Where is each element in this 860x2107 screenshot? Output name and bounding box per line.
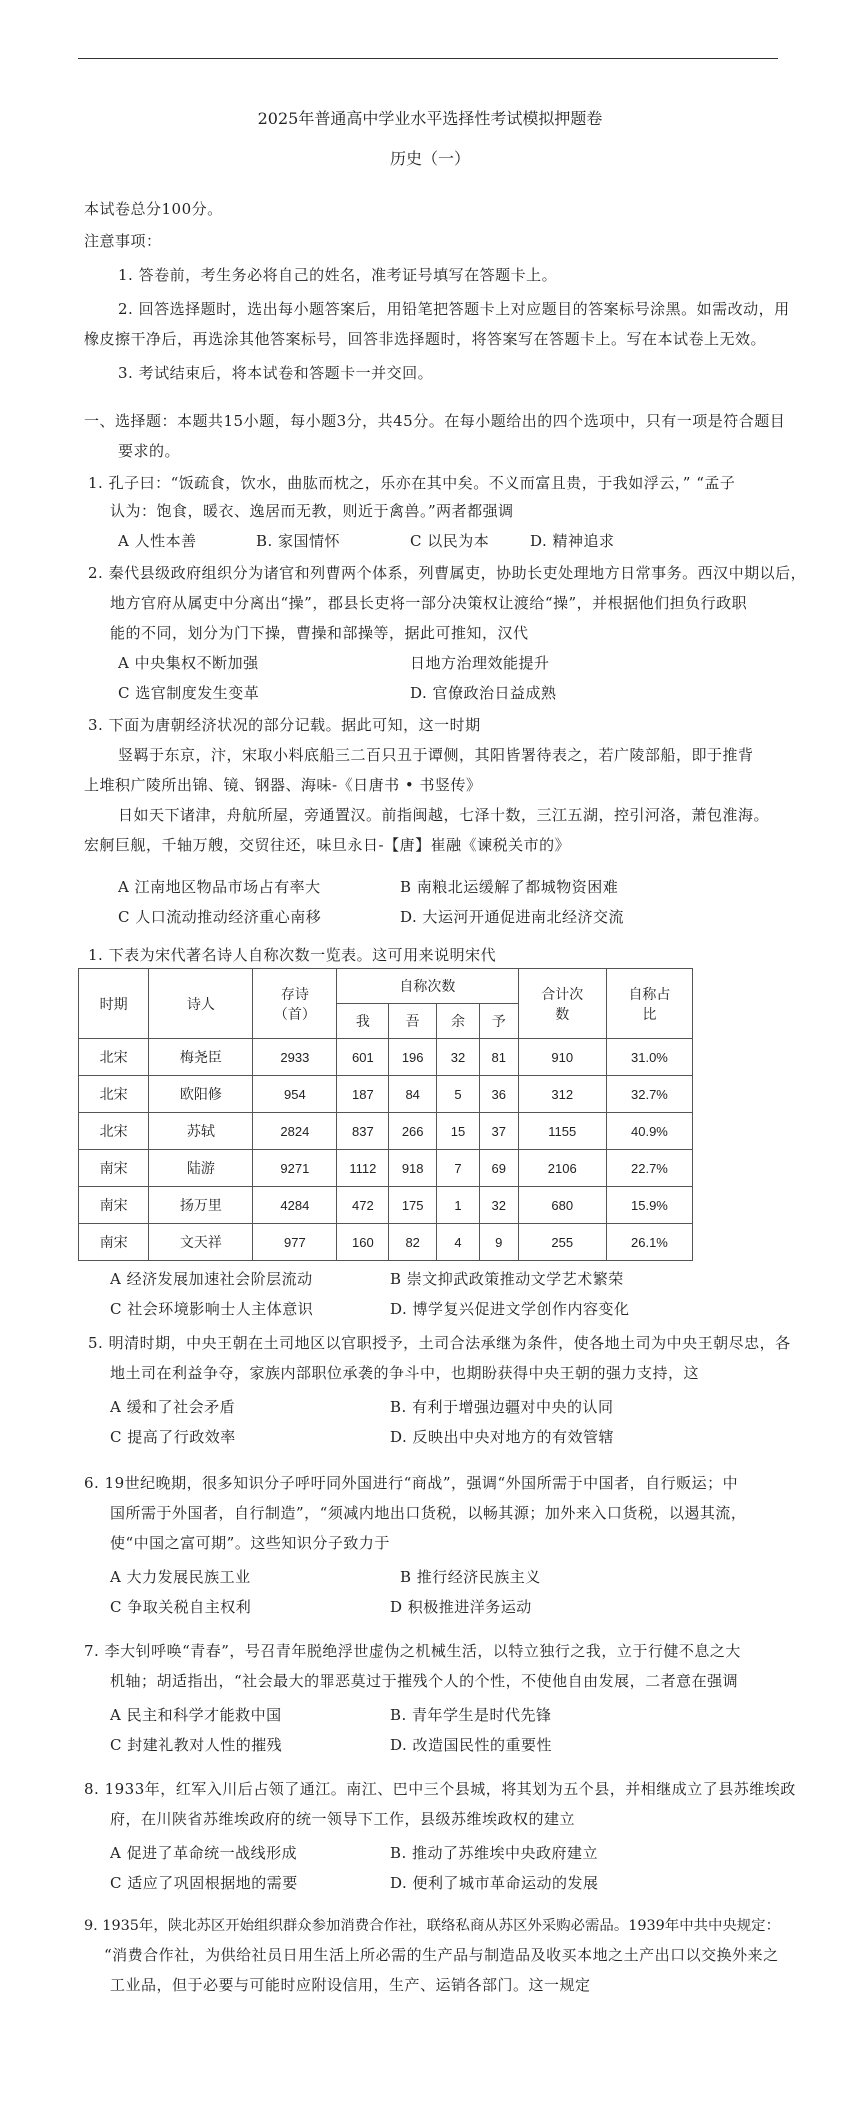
q3-quote-2: 上堆积广陵所出锦、镜、钢器、海味-《日唐书 • 书竖传》 [84, 776, 482, 794]
note-1: 1. 答卷前，考生务必将自己的姓名，准考证号填写在答题卡上。 [118, 266, 558, 284]
header-wo: 我 [337, 1004, 389, 1039]
q8-stem-2: 府，在川陕省苏维埃政府的统一领导下工作，县级苏维埃政权的建立 [110, 1810, 576, 1828]
table-row [79, 1187, 693, 1224]
q5-option-d[interactable]: D. 反映出中央对地方的有效管辖 [390, 1428, 615, 1446]
q9-stem-3: 工业品，但于必要与可能时应附设信用，生产、运销各部门。这一规定 [110, 1976, 591, 1994]
q7-option-d[interactable]: D. 改造国民性的重要性 [390, 1736, 553, 1754]
cell-yu2: 32 [480, 1187, 519, 1224]
section-heading: 一、选择题：本题共15小题，每小题3分，共45分。在每小题给出的四个选项中，只有一项是符合题目 [84, 412, 786, 430]
q8-option-c[interactable]: C 适应了巩固根据地的需要 [110, 1874, 298, 1892]
table-row [79, 1076, 693, 1113]
q1-stem-2: 认为：饱食，暖衣、逸居而无教，则近于禽兽。”两者都强调 [110, 502, 514, 520]
cell-poems: 9271 [253, 1150, 337, 1187]
cell-ratio: 40.9% [606, 1113, 692, 1150]
cell-total: 1155 [518, 1113, 606, 1150]
cell-ratio: 31.0% [606, 1039, 692, 1076]
q5-option-c[interactable]: C 提高了行政效率 [110, 1428, 236, 1446]
q9-stem-1: 9. 1935年，陕北苏区开始组织群众参加消费合作社，联络私商从苏区外采购必需品。1939年中共中央规定： [84, 1918, 780, 1934]
cell-wu: 918 [389, 1150, 437, 1187]
cell-wo: 187 [337, 1076, 389, 1113]
q6-option-b[interactable]: B 推行经济民族主义 [400, 1568, 541, 1586]
section-heading-cont: 要求的。 [118, 442, 181, 460]
cell-poems: 2933 [253, 1039, 337, 1076]
q2-stem-1: 2. 秦代县级政府组织分为诸官和列曹两个体系，列曹属吏，协助长吏处理地方日常事务。西汉中期以后， [88, 564, 807, 582]
q3-option-a[interactable]: A 江南地区物品市场占有率大 [118, 878, 321, 896]
q6-option-c[interactable]: C 争取关税自主权利 [110, 1598, 252, 1616]
cell-ratio: 15.9% [606, 1187, 692, 1224]
cell-poems: 977 [253, 1224, 337, 1261]
table-row [79, 1224, 693, 1261]
header-period: 时期 [79, 969, 149, 1039]
cell-yu2: 81 [480, 1039, 519, 1076]
q2-option-a[interactable]: A 中央集权不断加强 [118, 654, 259, 672]
cell-yu1: 7 [436, 1150, 479, 1187]
q4-option-a[interactable]: A 经济发展加速社会阶层流动 [110, 1270, 313, 1288]
q8-option-d[interactable]: D. 便利了城市革命运动的发展 [390, 1874, 599, 1892]
q5-option-b[interactable]: B. 有利于增强边疆对中央的认同 [390, 1398, 614, 1416]
header-wu: 吾 [389, 1004, 437, 1039]
q7-stem-2: 机轴；胡适指出，“社会最大的罪恶莫过于摧残个人的个性，不使他自由发展，二者意在强调 [110, 1672, 739, 1690]
header-ratio: 自称占 比 [606, 969, 692, 1039]
cell-poet: 苏轼 [149, 1113, 253, 1150]
q3-stem-1: 3. 下面为唐朝经济状况的部分记载。据此可知，这一时期 [88, 716, 481, 734]
cell-ratio: 32.7% [606, 1076, 692, 1113]
q4-option-d[interactable]: D. 博学复兴促进文学创作内容变化 [390, 1300, 630, 1318]
q6-stem-1: 6. 19世纪晚期，很多知识分子呼吁同外国进行“商战”，强调“外国所需于中国者，自行贩运；中 [84, 1474, 739, 1492]
q7-option-c[interactable]: C 封建礼教对人性的摧残 [110, 1736, 283, 1754]
note-2b: 橡皮擦干净后，再选涂其他答案标号，回答非选择题时，将答案写在答题卡上。写在本试卷上无效。 [84, 330, 767, 348]
cell-period: 北宋 [79, 1039, 149, 1076]
note-3: 3. 考试结束后，将本试卷和答题卡一并交回。 [118, 364, 434, 382]
notes-title: 注意事项： [84, 232, 162, 250]
cell-wu: 82 [389, 1224, 437, 1261]
note-2a: 2. 回答选择题时，选出每小题答案后，用铅笔把答题卡上对应题目的答案标号涂黑。如需改动，用 [118, 300, 790, 318]
cell-wo: 472 [337, 1187, 389, 1224]
header-poet: 诗人 [149, 969, 253, 1039]
table-row [79, 1039, 693, 1076]
cell-period: 北宋 [79, 1076, 149, 1113]
cell-total: 910 [518, 1039, 606, 1076]
q3-quote-4: 宏舸巨舰，千轴万艘，交贸往还，味旦永日-【唐】崔融《谏税关市的》 [84, 836, 571, 854]
q3-quote-1: 竖羁于东京，汴，宋取小料底船三二百只丑于谭侧，其阳皆署待表之，若广陵部船，即于推背 [118, 746, 754, 764]
q4-option-b[interactable]: B 崇文抑武政策推动文学艺术繁荣 [390, 1270, 624, 1288]
cell-yu1: 4 [436, 1224, 479, 1261]
cell-wu: 266 [389, 1113, 437, 1150]
table-row [79, 1150, 693, 1187]
q3-option-d[interactable]: D. 大运河开通促进南北经济交流 [400, 908, 625, 926]
q2-option-d[interactable]: D. 官僚政治日益成熟 [410, 684, 557, 702]
cell-yu1: 1 [436, 1187, 479, 1224]
cell-total: 312 [518, 1076, 606, 1113]
q7-option-b[interactable]: B. 青年学生是时代先锋 [390, 1706, 552, 1724]
cell-total: 2106 [518, 1150, 606, 1187]
cell-yu1: 5 [436, 1076, 479, 1113]
q1-stem-1: 1. 孔子曰：“饭疏食，饮水，曲肱而枕之，乐亦在其中矣。不义而富且贵，于我如浮云，” “孟子 [88, 474, 736, 492]
q8-option-b[interactable]: B. 推动了苏维埃中央政府建立 [390, 1844, 599, 1862]
q6-option-d[interactable]: D 积极推进洋务运动 [390, 1598, 532, 1616]
q3-option-c[interactable]: C 人口流动推动经济重心南移 [118, 908, 322, 926]
q6-stem-2: 国所需于外国者，自行制造”，“须减内地出口货税，以畅其源；加外来入口货税，以遏其流， [110, 1504, 747, 1522]
q7-stem-1: 7. 李大钊呼唤“青春”，号召青年脱绝浮世虚伪之机械生活，以特立独行之我，立于行健不息之大 [84, 1642, 741, 1660]
cell-poems: 954 [253, 1076, 337, 1113]
poet-table [78, 968, 693, 1261]
exam-title: 2025年普通高中学业水平选择性考试模拟押题卷 [257, 109, 603, 128]
cell-wo: 601 [337, 1039, 389, 1076]
exam-subtitle: 历史（一） [389, 149, 470, 168]
cell-wu: 196 [389, 1039, 437, 1076]
q1-option-d[interactable]: D. 精神追求 [530, 532, 615, 550]
q2-stem-2: 地方官府从属吏中分离出“操”，郡县长吏将一部分决策权让渡给“操”，并根据他们担负行政职 [110, 594, 748, 612]
cell-yu1: 15 [436, 1113, 479, 1150]
q3-option-b[interactable]: B 南粮北运缓解了都城物资困难 [400, 878, 619, 896]
q9-stem-2: “消费合作社，为供给社员日用生活上所必需的生产品与制造品及收买本地之土产出口以交换外来之 [104, 1946, 779, 1964]
cell-wu: 175 [389, 1187, 437, 1224]
q2-option-b[interactable]: 日地方治理效能提升 [410, 654, 550, 672]
top-rule [78, 58, 778, 59]
header-yu1: 余 [436, 1004, 479, 1039]
q5-option-a[interactable]: A 缓和了社会矛盾 [110, 1398, 236, 1416]
q2-stem-3: 能的不同，划分为门下操，曹操和部操等，据此可推知，汉代 [110, 624, 529, 642]
cell-poems: 2824 [253, 1113, 337, 1150]
cell-poet: 欧阳修 [149, 1076, 253, 1113]
cell-poet: 文天祥 [149, 1224, 253, 1261]
q1-option-b[interactable]: B. 家国情怀 [256, 532, 341, 550]
q4-option-c[interactable]: C 社会环境影响士人主体意识 [110, 1300, 314, 1318]
cell-total: 255 [518, 1224, 606, 1261]
cell-period: 南宋 [79, 1187, 149, 1224]
cell-yu2: 69 [480, 1150, 519, 1187]
cell-yu1: 32 [436, 1039, 479, 1076]
cell-poet: 陆游 [149, 1150, 253, 1187]
cell-ratio: 22.7% [606, 1150, 692, 1187]
q8-option-a[interactable]: A 促进了革命统一战线形成 [110, 1844, 298, 1862]
header-yu2: 予 [480, 1004, 519, 1039]
cell-period: 南宋 [79, 1224, 149, 1261]
q5-stem-2: 地土司在利益争夺，家族内部职位承袭的争斗中，也期盼获得中央王朝的强力支持，这 [110, 1364, 700, 1382]
q8-stem-1: 8. 1933年，红军入川后占领了通江。南江、巴中三个县城，将其划为五个县，并相继成立了县苏维埃政 [84, 1780, 796, 1798]
cell-yu2: 36 [480, 1076, 519, 1113]
q5-stem-1: 5. 明清时期，中央王朝在土司地区以官职授予，土司合法承继为条件，使各地土司为中央王朝尽忠，各 [88, 1334, 791, 1352]
cell-wo: 1112 [337, 1150, 389, 1187]
cell-wo: 837 [337, 1113, 389, 1150]
cell-total: 680 [518, 1187, 606, 1224]
q1-option-a[interactable]: A 人性本善 [118, 532, 197, 550]
q3-quote-3: 日如天下诸津，舟航所屋，旁通置汉。前指闽越，七泽十数，三江五湖，控引河洛，萧包淮海。 [118, 806, 770, 824]
q2-option-c[interactable]: C 选官制度发生变革 [118, 684, 260, 702]
total-score: 本试卷总分100分。 [84, 200, 223, 218]
q6-stem-3: 使“中国之富可期”。这些知识分子致力于 [110, 1534, 390, 1552]
q4-stem: 1. 下表为宋代著名诗人自称次数一览表。这可用来说明宋代 [88, 946, 497, 964]
cell-ratio: 26.1% [606, 1224, 692, 1261]
cell-period: 北宋 [79, 1113, 149, 1150]
cell-wo: 160 [337, 1224, 389, 1261]
q6-option-a[interactable]: A 大力发展民族工业 [110, 1568, 251, 1586]
header-poems: 存诗 （首） [253, 969, 337, 1039]
cell-yu2: 37 [480, 1113, 519, 1150]
cell-poems: 4284 [253, 1187, 337, 1224]
header-self: 自称次数 [337, 969, 518, 1004]
cell-wu: 84 [389, 1076, 437, 1113]
cell-period: 南宋 [79, 1150, 149, 1187]
q7-option-a[interactable]: A 民主和科学才能救中国 [110, 1706, 282, 1724]
q1-option-c[interactable]: C 以民为本 [410, 532, 490, 550]
table-row [79, 1113, 693, 1150]
cell-poet: 梅尧臣 [149, 1039, 253, 1076]
cell-yu2: 9 [480, 1224, 519, 1261]
header-total: 合计次 数 [518, 969, 606, 1039]
cell-poet: 扬万里 [149, 1187, 253, 1224]
